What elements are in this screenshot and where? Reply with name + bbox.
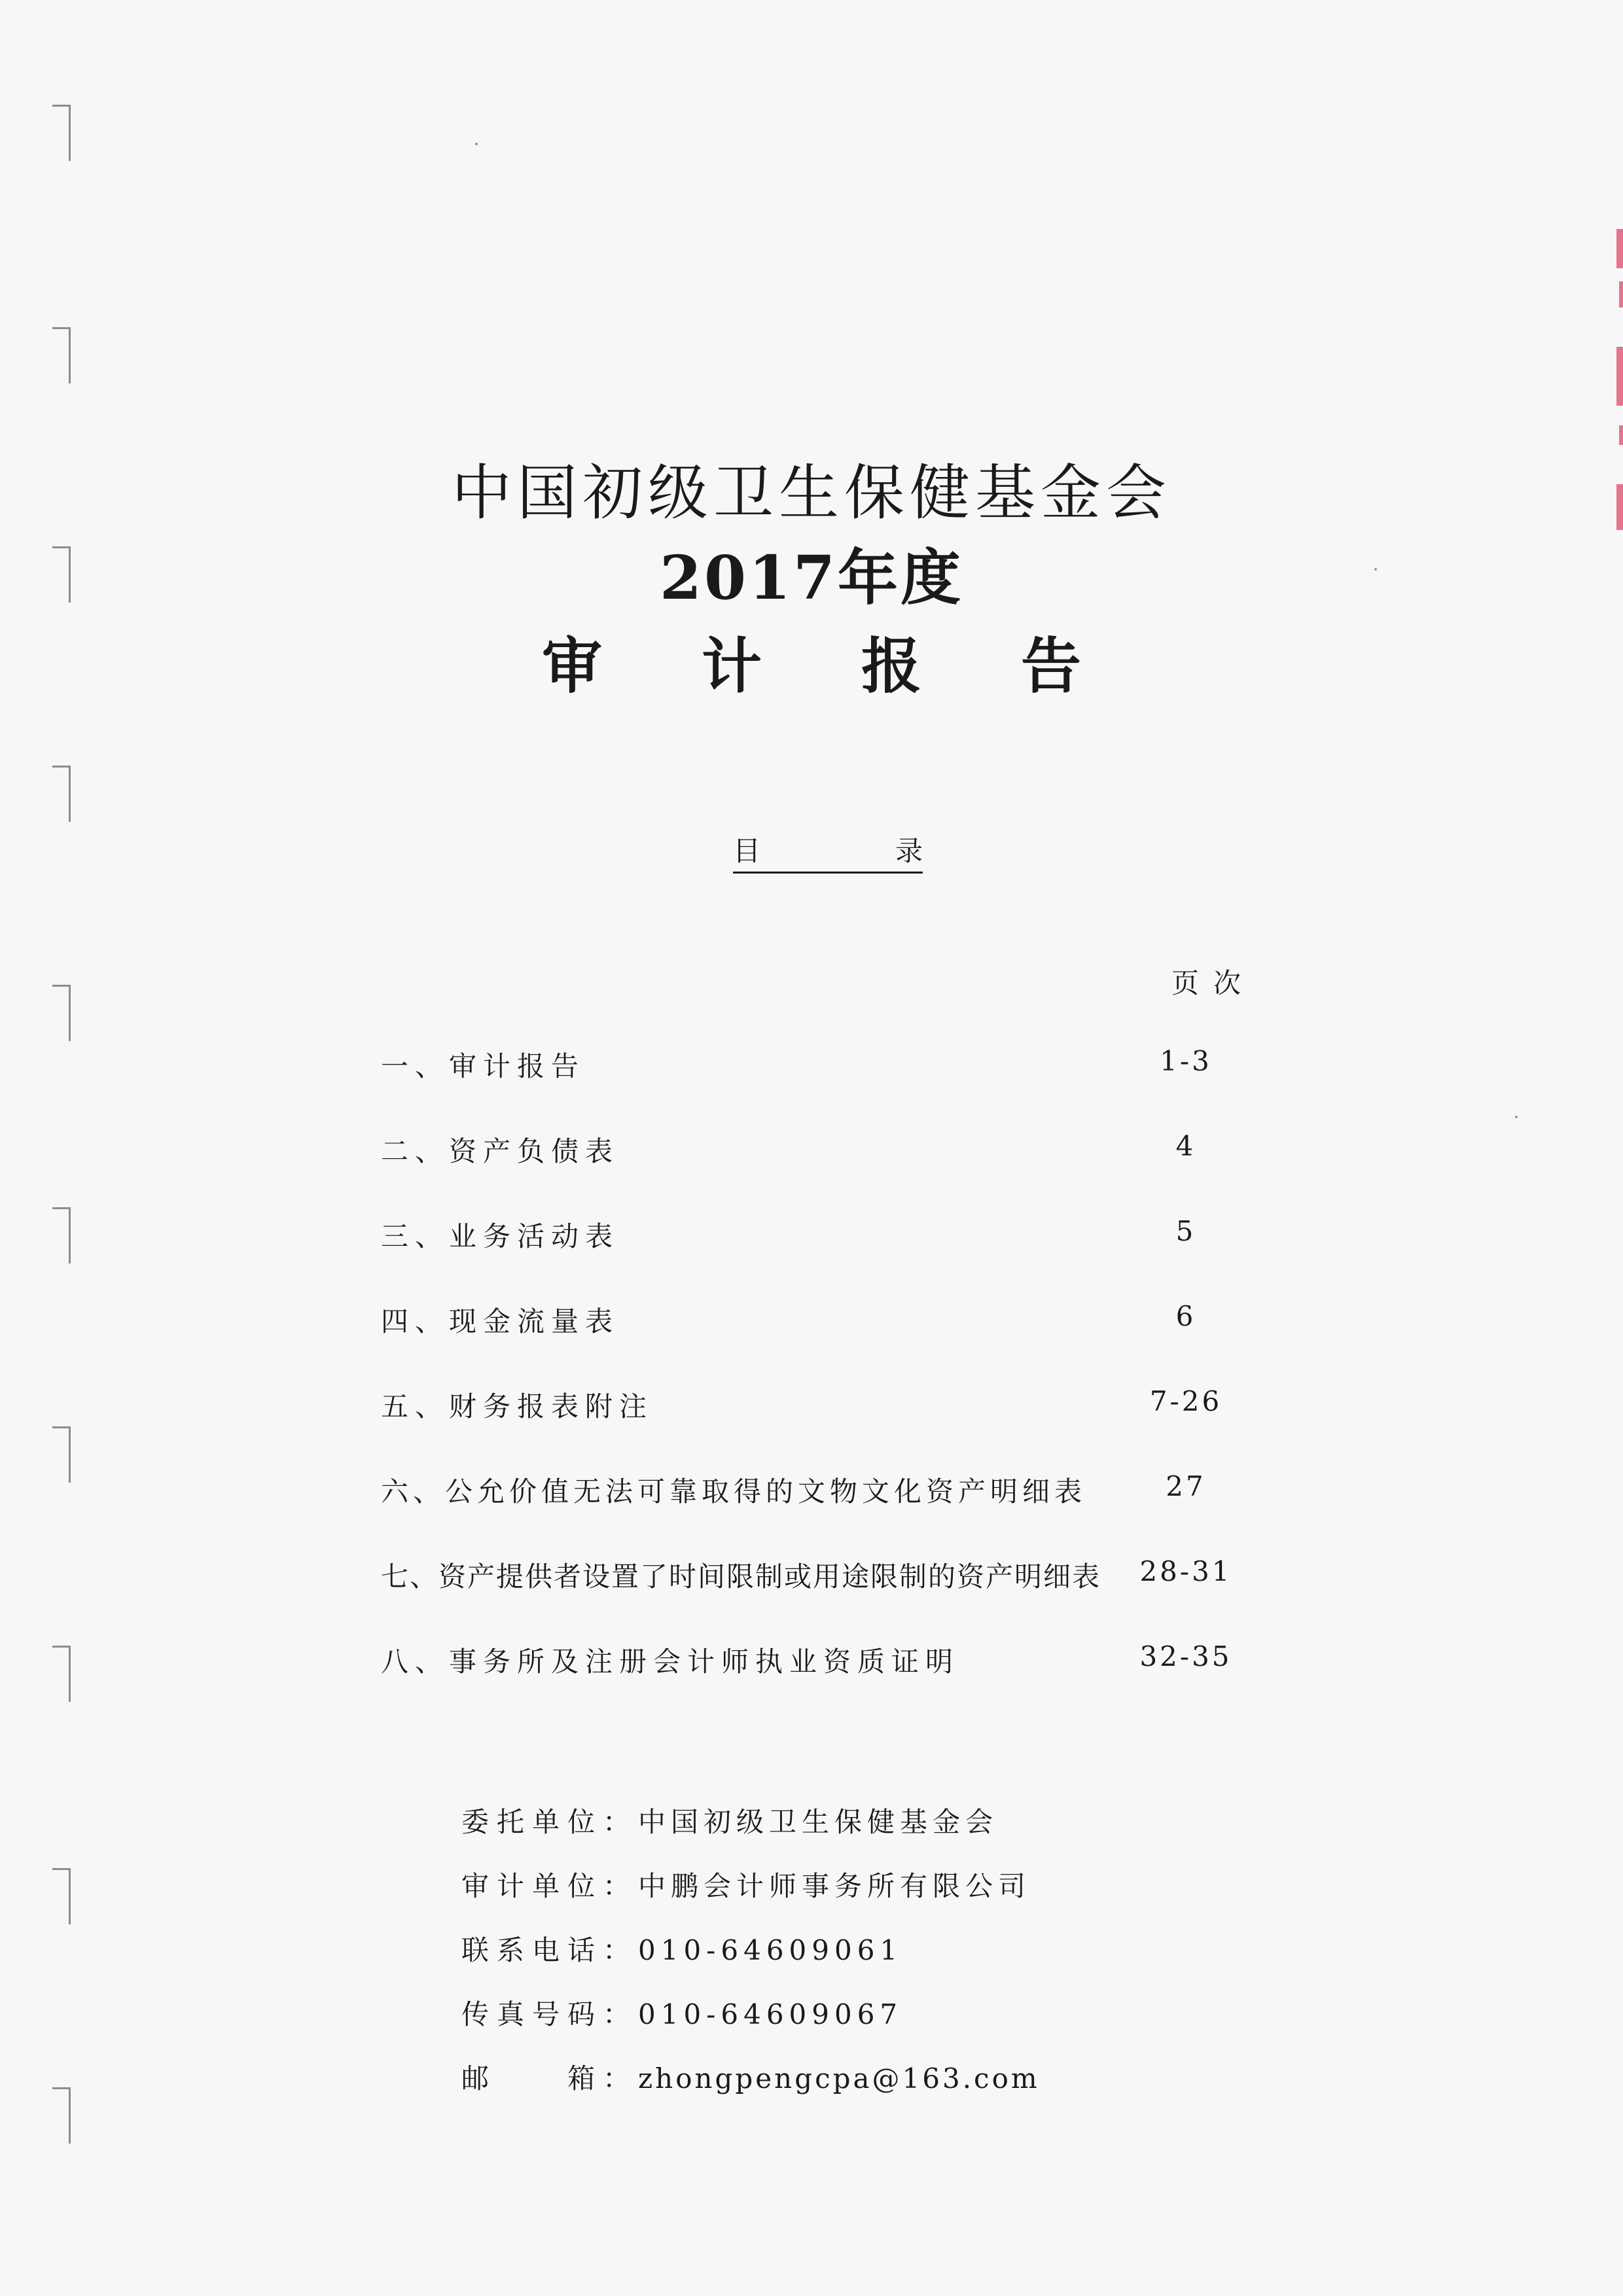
toc-item-pages: 7-26	[1149, 1385, 1222, 1417]
report-title: 审 计 报 告	[541, 631, 1121, 701]
toc-item-label: 五、财务报表附注	[381, 1390, 654, 1422]
client-label: 委托单位：	[461, 1806, 639, 1838]
email-value: zhongpengcpa@163.com	[638, 2062, 1040, 2094]
toc-row	[381, 1385, 1258, 1424]
toc-row	[381, 1470, 1258, 1510]
toc-heading-right: 录	[895, 835, 923, 867]
toc-heading-left: 目	[733, 835, 761, 867]
fax-label: 传真号码：	[461, 1998, 639, 2030]
binding-hole-mark	[52, 327, 71, 383]
binding-hole-mark	[52, 1868, 71, 1924]
binding-hole-mark	[52, 1426, 71, 1483]
email-label: 邮 箱：	[461, 2062, 639, 2094]
toc-item-pages: 6	[1175, 1300, 1196, 1332]
report-year: 2017年度	[659, 542, 964, 613]
toc-item-pages: 4	[1175, 1130, 1196, 1162]
scan-speck	[1515, 1116, 1518, 1118]
toc-row	[381, 1640, 1258, 1680]
client-info	[461, 1801, 998, 1840]
toc-row	[381, 1215, 1258, 1254]
fax-value: 010-64609067	[638, 1998, 903, 2030]
binding-hole-mark	[52, 1207, 71, 1263]
page-column-label: 页次	[1171, 967, 1256, 999]
toc-row	[381, 1045, 1258, 1084]
toc-item-label: 六、公允价值无法可靠取得的文物文化资产明细表	[381, 1475, 1087, 1508]
binding-hole-mark	[52, 2087, 71, 2144]
fax-info	[461, 1993, 902, 2032]
phone-info	[461, 1929, 902, 1968]
binding-hole-mark	[52, 985, 71, 1041]
email-info	[461, 2057, 1040, 2096]
scan-speck	[475, 143, 478, 145]
auditor-value: 中鹏会计师事务所有限公司	[638, 1870, 1031, 1902]
binding-hole-mark	[52, 1646, 71, 1702]
toc-row	[381, 1130, 1258, 1169]
toc-item-pages: 32-35	[1139, 1640, 1232, 1672]
toc-item-pages: 1-3	[1160, 1045, 1212, 1077]
toc-item-pages: 5	[1175, 1215, 1196, 1247]
toc-row	[381, 1300, 1258, 1339]
toc-item-label: 七、资产提供者设置了时间限制或用途限制的资产明细表	[381, 1561, 1101, 1593]
toc-row	[381, 1555, 1258, 1595]
org-title: 中国初级卫生保健基金会	[451, 458, 1171, 528]
binding-hole-mark	[52, 766, 71, 822]
toc-item-pages: 27	[1166, 1470, 1206, 1502]
phone-label: 联系电话：	[461, 1934, 639, 1966]
auditor-info	[461, 1865, 1031, 1904]
toc-heading	[733, 830, 923, 874]
binding-hole-mark	[52, 105, 71, 161]
toc-item-label: 一、审计报告	[381, 1050, 586, 1082]
toc-item-label: 三、业务活动表	[381, 1220, 620, 1252]
phone-value: 010-64609061	[638, 1934, 903, 1966]
toc-item-label: 二、资产负债表	[381, 1135, 620, 1167]
toc-item-label: 四、现金流量表	[381, 1305, 620, 1337]
toc-item-label: 八、事务所及注册会计师执业资质证明	[381, 1646, 960, 1678]
toc-item-pages: 28-31	[1139, 1555, 1232, 1587]
client-value: 中国初级卫生保健基金会	[638, 1806, 999, 1838]
auditor-label: 审计单位：	[461, 1870, 639, 1902]
